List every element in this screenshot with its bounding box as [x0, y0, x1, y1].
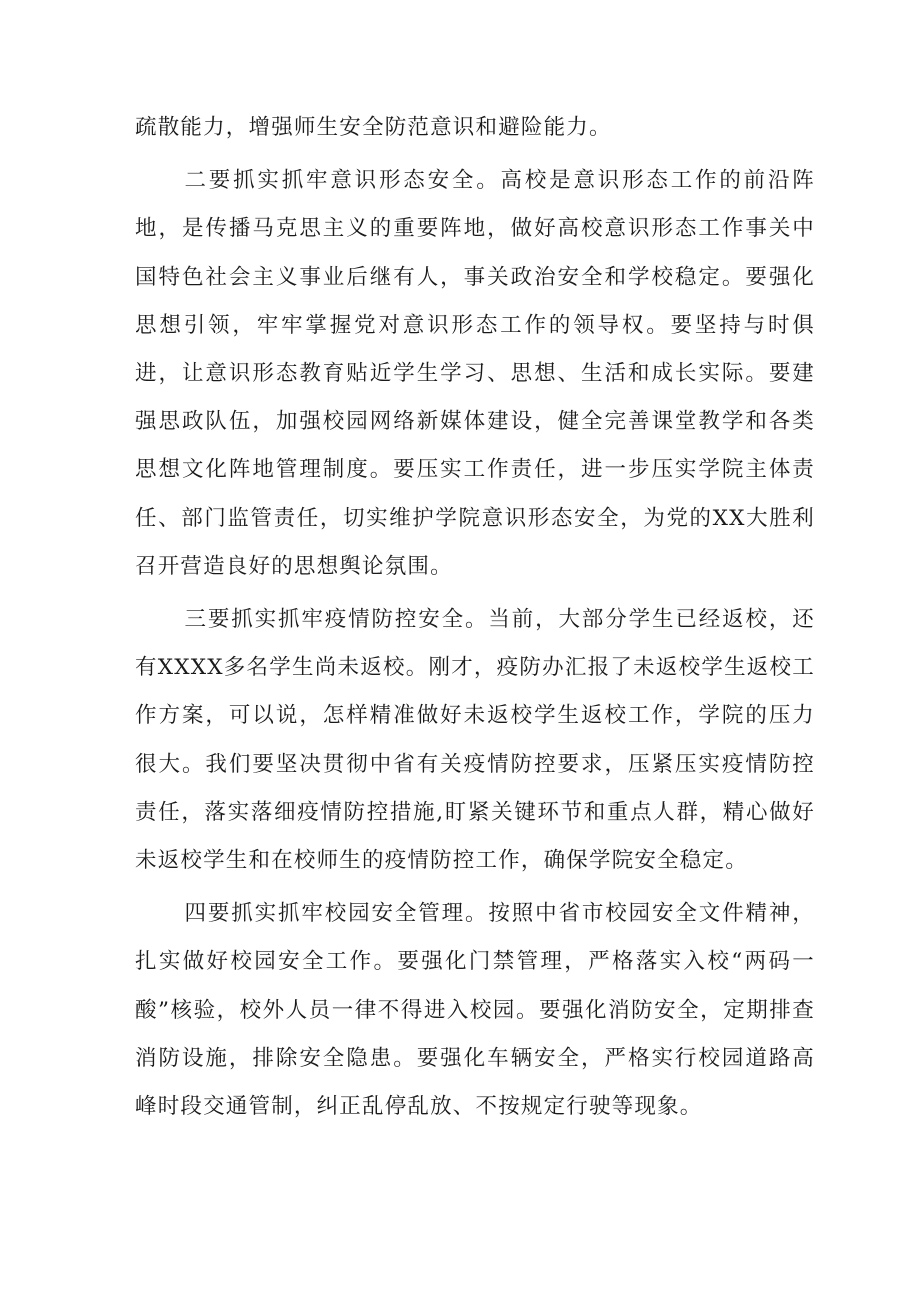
paragraph-campus-safety: 四要抓实抓牢校园安全管理。按照中省市校园安全文件精神，扎实做好校园安全工作。要强化门禁管理，严格落实入校“两码一酸”核验，校外人员一律不得进入校园。要强化消防安全，定期排查消防设施，排除安全隐患。要强化车辆安全，严格实行校园道路高峰时段交通管制，纠正乱停乱放、不按规定行驶等现象。 — [135, 901, 815, 1120]
paragraph-ideology-security: 二要抓实抓牢意识形态安全。高校是意识形态工作的前沿阵地，是传播马克思主义的重要阵地，做好高校意识形态工作事关中国特色社会主义事业后继有人，事关政治安全和学校稳定。要强化思想引领，牢牢掌握党对意识形态工作的领导权。要坚持与时俱进，让意识形态教育贴近学生学习、思想、生活和成长实际。要建强思政队伍，加强校园网络新媒体建设，健全完善课堂教学和各类思想文化阵地管理制度。要压实工作责任，进一步压实学院主体责任、部门监管责任，切实维护学院意识形态安全，为党的XX大胜利召开营造良好的思想舆论氛围。 — [135, 168, 815, 579]
document-body — [135, 104, 815, 1131]
paragraph-evacuation-ending: 疏散能力，增强师生安全防范意识和避险能力。 — [135, 115, 612, 140]
paragraph-epidemic-control: 三要抓实抓牢疫情防控安全。当前，大部分学生已经返校，还有XXXX多名学生尚未返校。刚才，疫防办汇报了未返校学生返校工作方案，可以说，怎样精准做好未返校学生返校工作，学院的压力很大。我们要坚决贯彻中省有关疫情防控要求，压紧压实疫情防控责任，落实落细疫情防控措施,盯紧关键环节和重点人群，精心做好未返校学生和在校师生的疫情防控工作，确保学院安全稳定。 — [135, 607, 815, 874]
